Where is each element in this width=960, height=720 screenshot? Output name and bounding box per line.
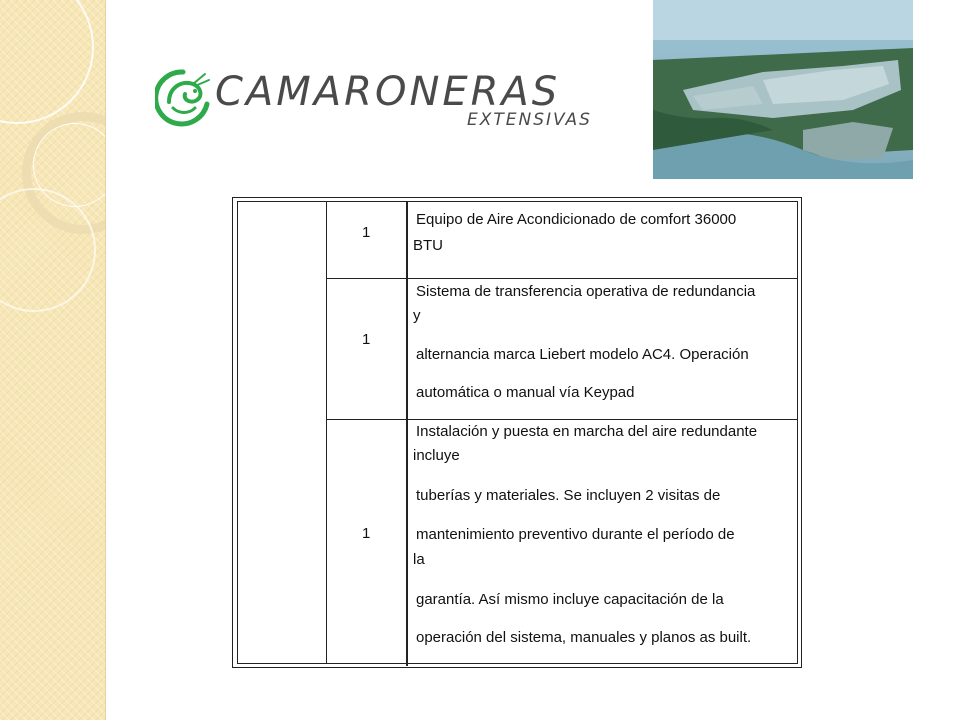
qty-cell (326, 420, 408, 666)
desc-line: Equipo de Aire Acondicionado de comfort 36000 (416, 211, 737, 228)
qty-cell (326, 202, 408, 278)
camaroneras-logo (155, 60, 615, 135)
desc-line: automática o manual vía Keypad (416, 384, 635, 401)
shrimp-icon (155, 64, 211, 130)
desc-line: operación del sistema, manuales y planos as built. (416, 629, 752, 646)
desc-line: Instalación y puesta en marcha del aire redundante (416, 423, 758, 440)
desc-cell (408, 202, 797, 278)
desc-line: y (413, 307, 421, 324)
desc-line: BTU (413, 237, 443, 254)
desc-cell (408, 279, 797, 419)
qty-value: 1 (362, 525, 371, 542)
desc-cell (408, 420, 797, 666)
logo-name: CAMARONERAS (215, 69, 561, 115)
logo-subtitle: EXTENSIVAS (467, 110, 592, 130)
desc-line: garantía. Así mismo incluye capacitación de la (416, 591, 724, 608)
equipment-table (232, 197, 802, 668)
desc-line: tuberías y materiales. Se incluyen 2 visitas de (416, 487, 721, 504)
qty-value: 1 (362, 224, 371, 241)
decorative-side-strip (0, 0, 106, 720)
desc-line: incluye (413, 447, 460, 464)
decorative-ring (0, 0, 94, 124)
blank-column (238, 202, 327, 663)
table-body (237, 201, 798, 664)
desc-line: alternancia marca Liebert modelo AC4. Operación (416, 346, 749, 363)
qty-value: 1 (362, 331, 371, 348)
desc-line: Sistema de transferencia operativa de redundancia (416, 283, 756, 300)
desc-line: la (413, 551, 425, 568)
aerial-photo-image (653, 0, 913, 179)
qty-cell (326, 279, 408, 419)
desc-line: mantenimiento preventivo durante el período de (416, 526, 735, 543)
aerial-shrimp-farm-photo (653, 0, 913, 179)
